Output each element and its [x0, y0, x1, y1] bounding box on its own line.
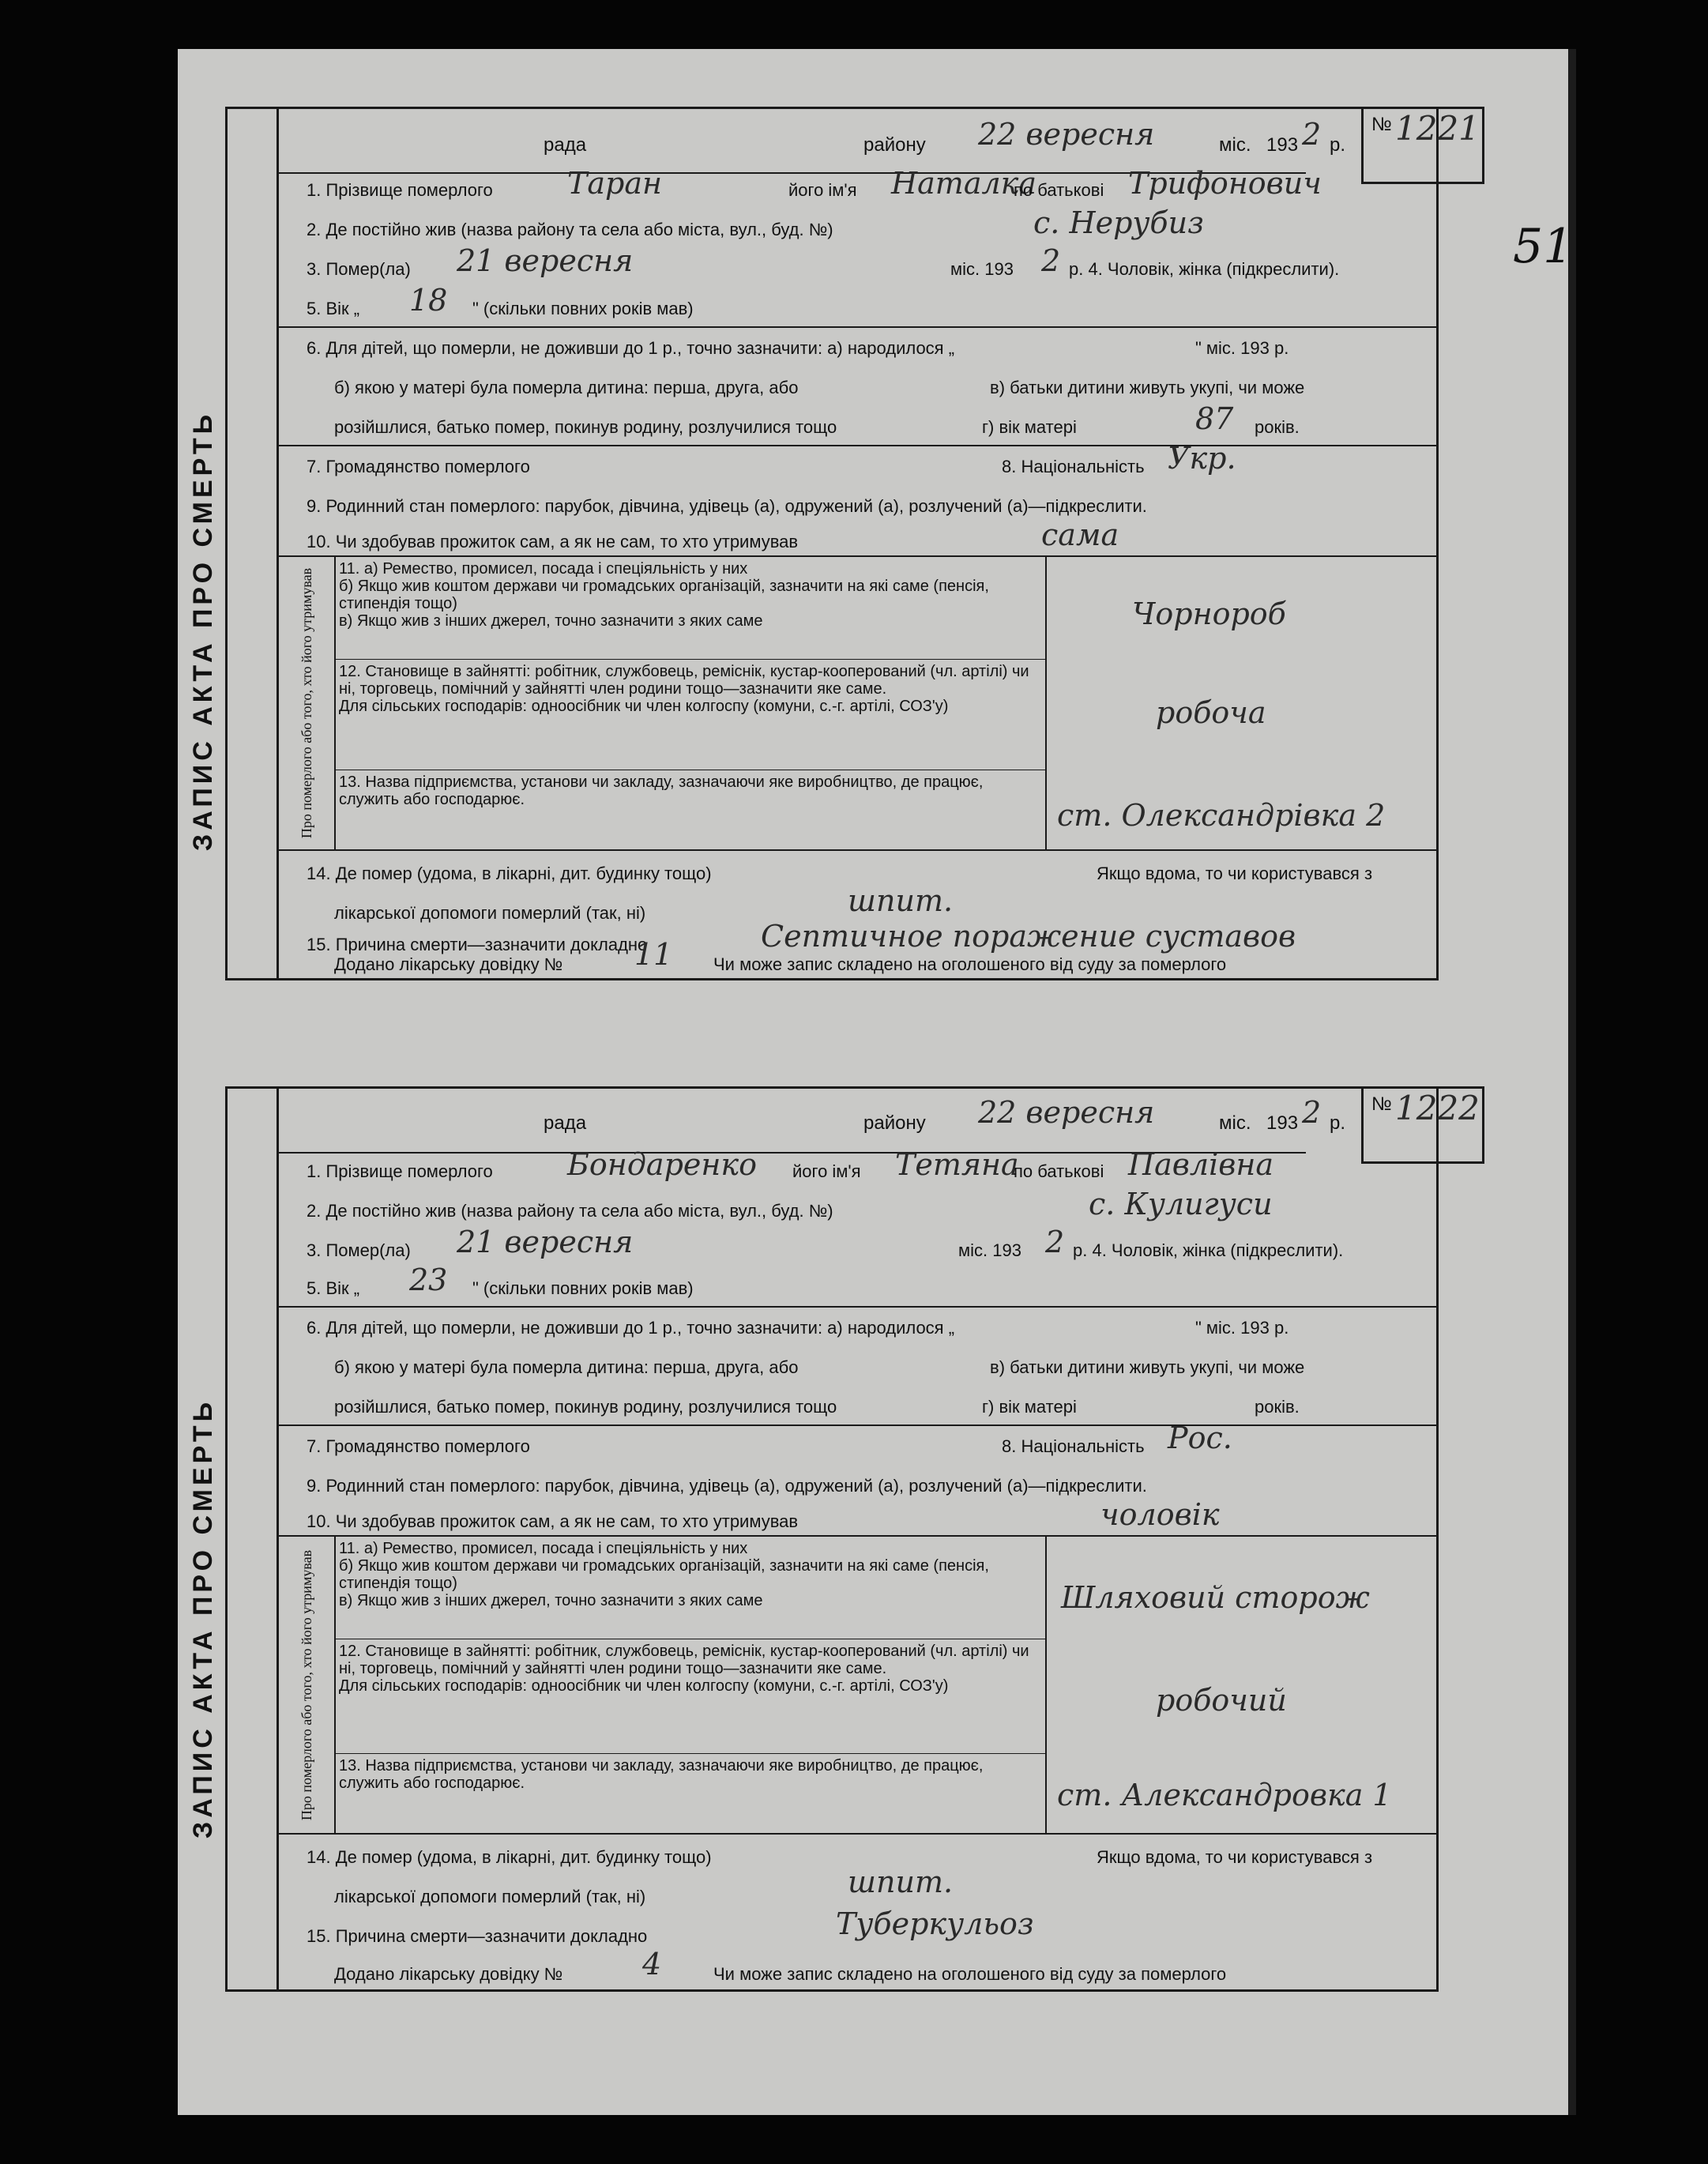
margin-annotation: 51 — [1513, 219, 1574, 274]
occupation-section — [279, 1535, 1436, 1835]
occupation-value: Шляховий сторож — [1061, 1580, 1370, 1615]
occupation-section — [279, 555, 1436, 851]
row-employment-status: 12. Становище в зайнятті: робітник, службовець, реміснік, кустар-кооперований (чл. артілі) чи ні, торговець, помічний у зайнятті член родини тощо—зазначити яке саме. Для сільських господарів: одноосібник чи член колгоспу (комуни, с.-г. артілі, СОЗ'у) — [334, 660, 1045, 770]
occupation-side-label: Про померлого або того, хто його утримував — [279, 557, 336, 849]
row-workplace: 13. Назва підприємства, установи чи закладу, зазначаючи яке виробництво, де працює, служить або господарює. — [339, 773, 984, 808]
row-occupation: 11. а) Ремество, промисел, посада і спеціяльність у них б) Якщо жив коштом держави чи громадських організацій, зазначити на які саме (пенсія, стипендія тощо) в) Якщо жив з інших джерел, точно зазначити з яких саме — [334, 557, 1045, 660]
row-workplace: 13. Назва підприємства, установи чи закладу, зазначаючи яке виробництво, де працює, служить або господарює. — [339, 1757, 984, 1792]
occupation-side-label: Про померлого або того, хто його утримував — [279, 1537, 336, 1833]
record-side-title: ЗАПИС АКТА ПРО СМЕРТЬ — [188, 410, 219, 851]
death-record-2 — [188, 1086, 1480, 1992]
record-body: рада району 22 вересня міс. 193 2 р. № 1222 1. Прізвище померлого Бондаренко його ім'я Тетяна по батькові Павлівна 2. Де постійно жив (назва району та села або міста, вул., буд. №) с. Кулигуси 3. Помер(ла) 21 вересня міс. 193 2 р. 4. Чоловік, жінка (підкреслити). 5. Вік „ 23 " (скільки повних років мав) 6. Для дітей, що померли, не доживши до 1 р., точно зазначити: а) народилося „ " міс. 193 р. б) якою у матері була померла дитина: перша, друга, або в) батьки дитини живуть укупі, чи може розійшлися, батько помер, покинув родину, розлучилися тощо г) вік матері років. 7. Громадянство померлого 8. Національність Рос. 9. Родинний стан померлого: парубок, дівчина, удівець (а), одружений (а), розлучений (а)—підкреслити. 10. Чи здобував прожиток сам, а як не сам, то хто утримував чоловік Про померлого або того, хто його утримував 11. а) Ремество, промисел, посада і спеціяльність у них б) Якщо жив коштом держави чи громадських організацій, зазначити на які саме (пенсія, стипендія тощо) в) Якщо жив з інших джерел, точно зазначити з яких саме Шляховий сторож 12. Становище в зайнятті: робітник, службовець, реміснік, кустар-кооперований (чл. артілі) чи ні, торговець, помічний у зайнятті член родини тощо—зазначити яке саме. Для сільських господарів: одноосібник чи член колгоспу (комуни, с.-г. артілі, СОЗ'у) робочий 13. Назва підприємства, установи чи закладу, зазначаючи яке виробництво, де працює, служить або господарює. ст. Александровка 1 14. Де помер (удома, в лікарні, дит. будинку тощо) Якщо вдома, то чи користувався з лікарської допомоги померлий (так, ні) шпит. 15. Причина смерти—зазначити докладно Туберкульоз Додано лікарську довідку № 4 Чи може запис складено на оголошеного від суду за померлого — [277, 1089, 1436, 1989]
workplace-value: ст. Александровка 1 — [1057, 1778, 1392, 1812]
row-occupation: 11. а) Ремество, промисел, посада і спеціяльність у них б) Якщо жив коштом держави чи громадських організацій, зазначити на які саме (пенсія, стипендія тощо) в) Якщо жив з інших джерел, точно зазначити з яких саме — [334, 1537, 1045, 1639]
employment-value: робоча — [1156, 695, 1266, 730]
row-employment-status: 12. Становище в зайнятті: робітник, службовець, реміснік, кустар-кооперований (чл. артілі) чи ні, торговець, помічний у зайнятті член родини тощо—зазначити яке саме. Для сільських господарів: одноосібник чи член колгоспу (комуни, с.-г. артілі, СОЗ'у) — [334, 1639, 1045, 1754]
record-number-box: № 1222 — [1361, 1086, 1484, 1164]
employment-value: робочий — [1156, 1683, 1287, 1718]
record-side-title: ЗАПИС АКТА ПРО СМЕРТЬ — [188, 1398, 219, 1838]
occupation-value: Чорнороб — [1132, 597, 1286, 631]
workplace-value: ст. Олександрівка 2 — [1057, 798, 1386, 833]
record-number-box: № 1221 — [1361, 107, 1484, 184]
record-body: рада району 22 вересня міс. 193 2 р. № 1221 1. Прізвище померлого Таран його ім'я Наталка по батькові Трифонович 2. Де постійно жив (назва району та села або міста, вул., буд. №) с. Нерубиз 3. Помер(ла) 21 вересня міс. 193 2 р. 4. Чоловік, жінка (підкреслити). 5. Вік „ 18 " (скільки повних років мав) 6. Для дітей, що померли, не доживши до 1 р., точно зазначити: а) народилося „ " міс. 193 р. б) якою у матері була померла дитина: перша, друга, або в) батьки дитини живуть укупі, чи може розійшлися, батько помер, покинув родину, розлучилися тощо г) вік матері 87 років. 7. Громадянство померлого 8. Національність Укр. 9. Родинний стан померлого: парубок, дівчина, удівець (а), одружений (а), розлучений (а)—підкреслити. 10. Чи здобував прожиток сам, а як не сам, то хто утримував сама Про померлого або того, хто його утримував 11. а) Ремество, промисел, посада і спеціяльність у них б) Якщо жив коштом держави чи громадських організацій, зазначити на які саме (пенсія, стипендія тощо) в) Якщо жив з інших джерел, точно зазначити з яких саме Чорнороб 12. Становище в зайнятті: робітник, службовець, реміснік, кустар-кооперований (чл. артілі) чи ні, торговець, помічний у зайнятті член родини тощо—зазначити яке саме. Для сільських господарів: одноосібник чи член колгоспу (комуни, с.-г. артілі, СОЗ'у) робоча 13. Назва підприємства, установи чи закладу, зазначаючи яке виробництво, де працює, служить або господарює. ст. Олександрівка 2 14. Де помер (удома, в лікарні, дит. будинку тощо) Якщо вдома, то чи користувався з лікарської допомоги померлий (так, ні) шпит. 15. Причина смерти—зазначити докладно Септичное поражение суставов Додано лікарську довідку № 11 Чи може запис складено на оголошеного від суду за померлого — [277, 109, 1436, 978]
death-record-1 — [188, 107, 1480, 980]
